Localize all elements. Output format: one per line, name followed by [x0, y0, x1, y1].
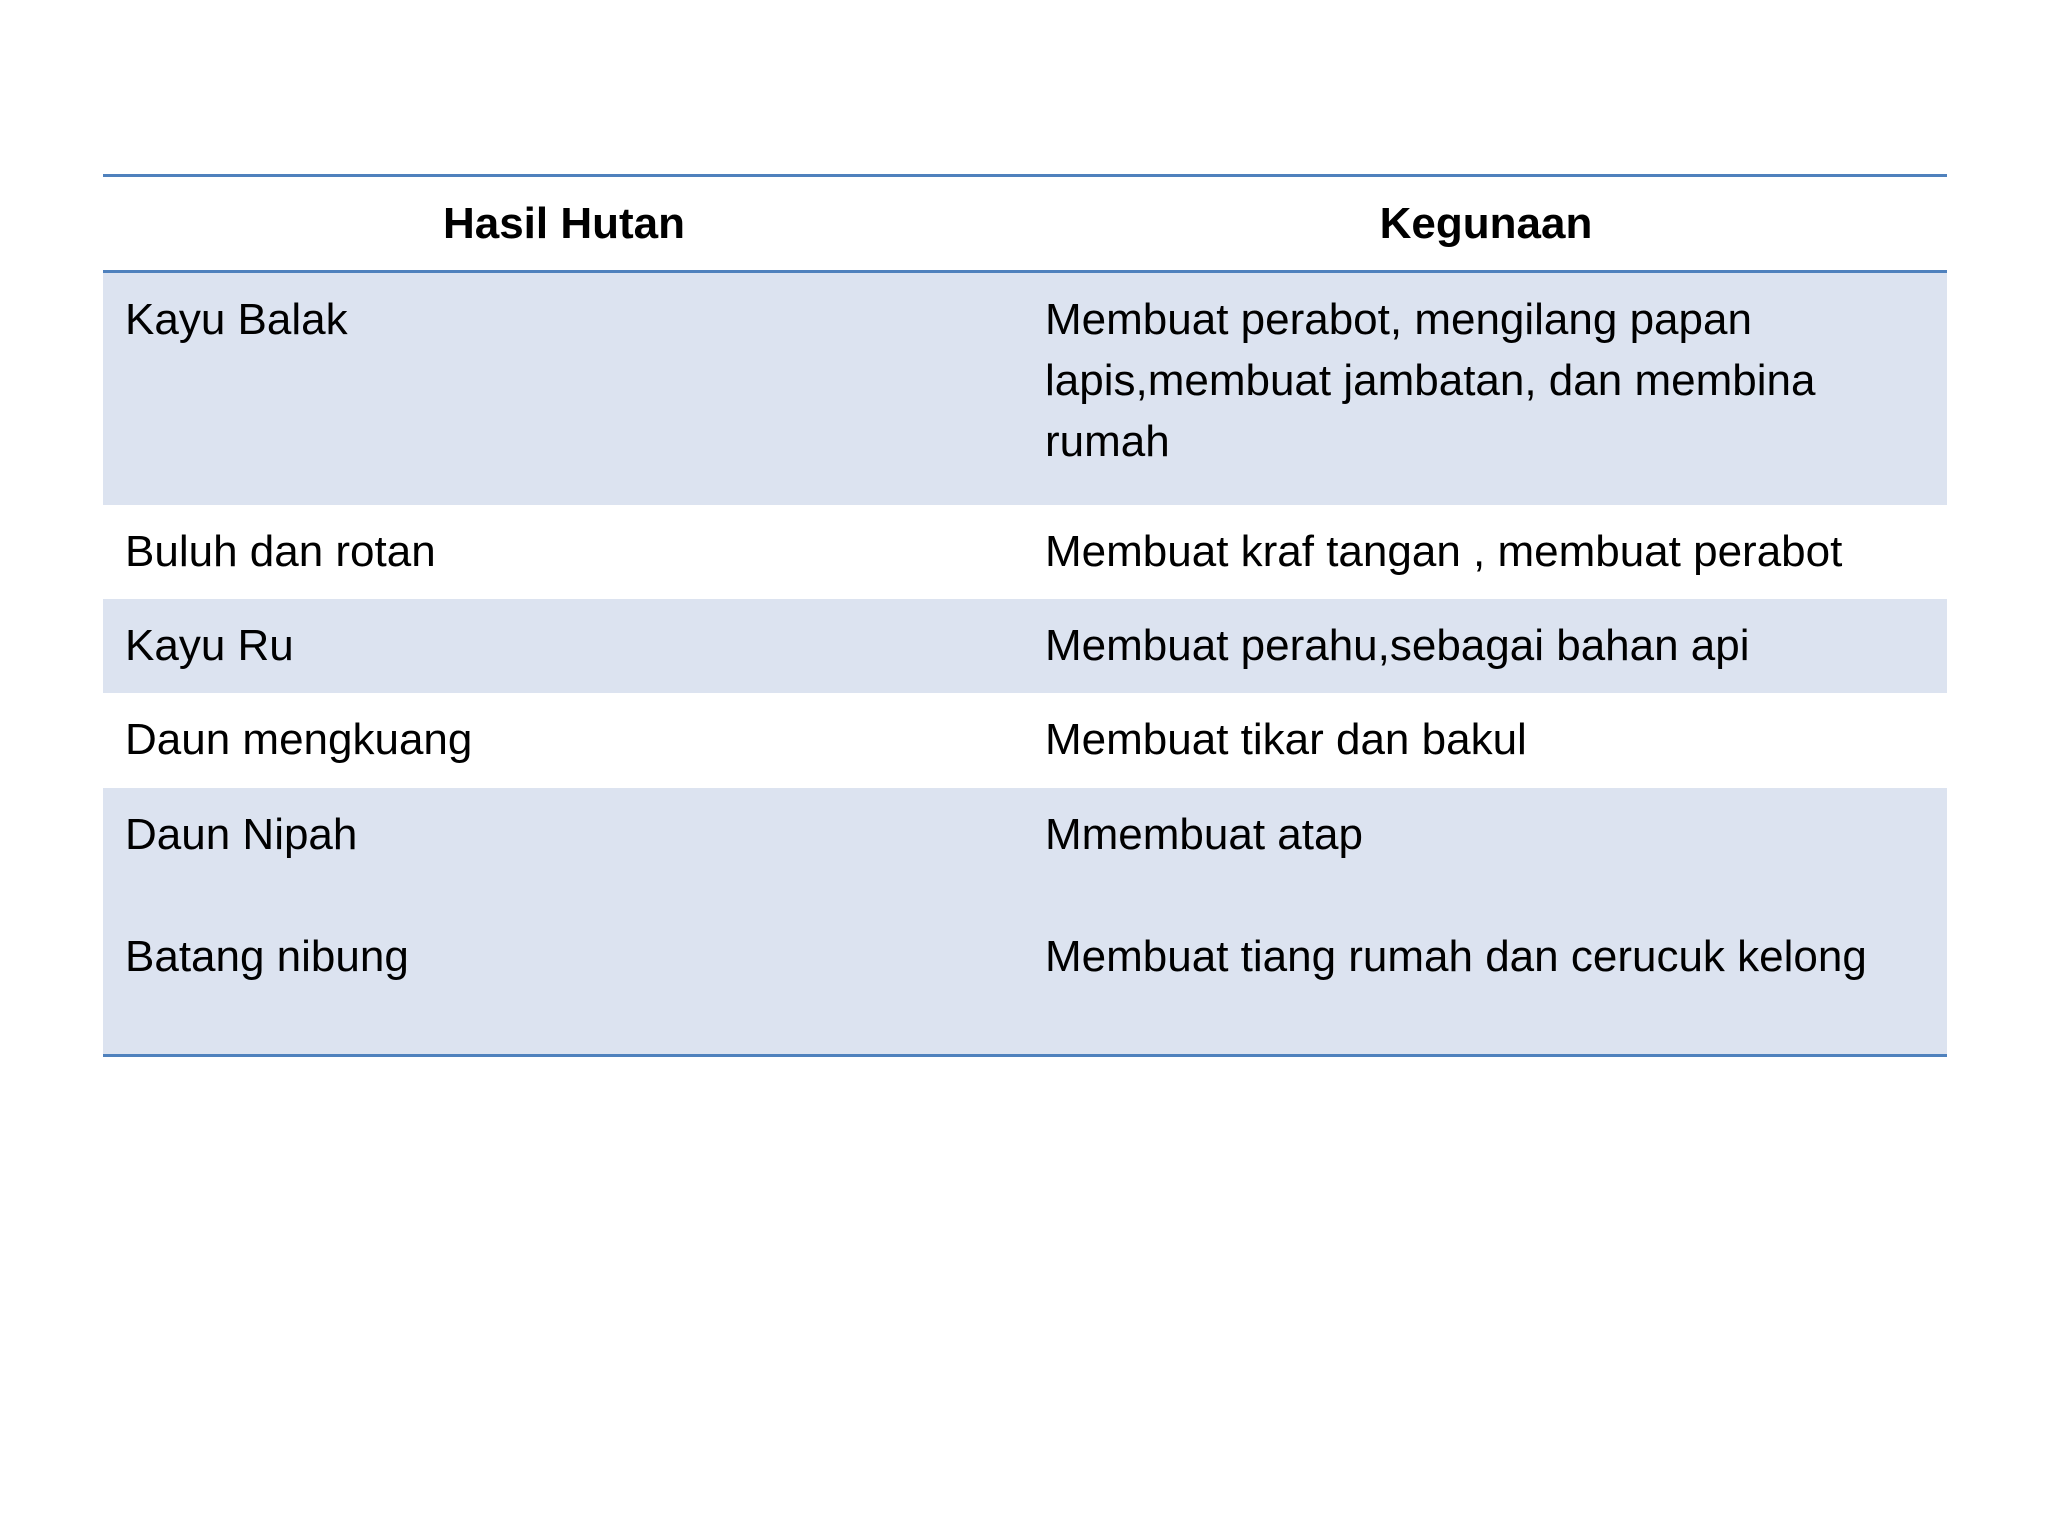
line-gap: [1045, 865, 1927, 926]
cell-hasil: Buluh dan rotan: [125, 526, 436, 576]
table-row: [103, 599, 1947, 693]
cell-kegunaan: Membuat tikar dan bakul: [1045, 714, 1527, 764]
table-row: [103, 505, 1947, 599]
cell-hasil-line: Daun Nipah: [125, 809, 358, 859]
cell-hasil: [103, 788, 1025, 1056]
cell-kegunaan: Membuat kraf tangan , membuat perabot: [1045, 526, 1843, 576]
cell-kegunaan: [1025, 788, 1947, 1056]
header-row: [103, 176, 1947, 272]
cell-hasil: Kayu Ru: [103, 599, 1025, 693]
header-kegunaan: Kegunaan: [1025, 176, 1947, 272]
table-row: [103, 272, 1947, 505]
cell-hasil: Daun mengkuang: [125, 714, 473, 764]
cell-kegunaan: Membuat perahu,sebagai bahan api: [1025, 599, 1947, 693]
cell-hasil: Kayu Balak: [103, 272, 1025, 505]
table-row: [103, 693, 1947, 788]
forest-products-table: [103, 174, 1947, 1057]
cell-kegunaan-line: Mmembuat atap: [1045, 809, 1363, 859]
cell-kegunaan: Membuat perabot, mengilang papan lapis,membuat jambatan, dan membina rumah: [1025, 272, 1947, 505]
header-hasil-hutan: Hasil Hutan: [103, 176, 1025, 272]
cell-kegunaan-line: Membuat tiang rumah dan cerucuk kelong: [1045, 931, 1867, 981]
table-row: [103, 788, 1947, 1056]
cell-hasil-line: Batang nibung: [125, 931, 409, 981]
line-gap: [125, 865, 1005, 926]
